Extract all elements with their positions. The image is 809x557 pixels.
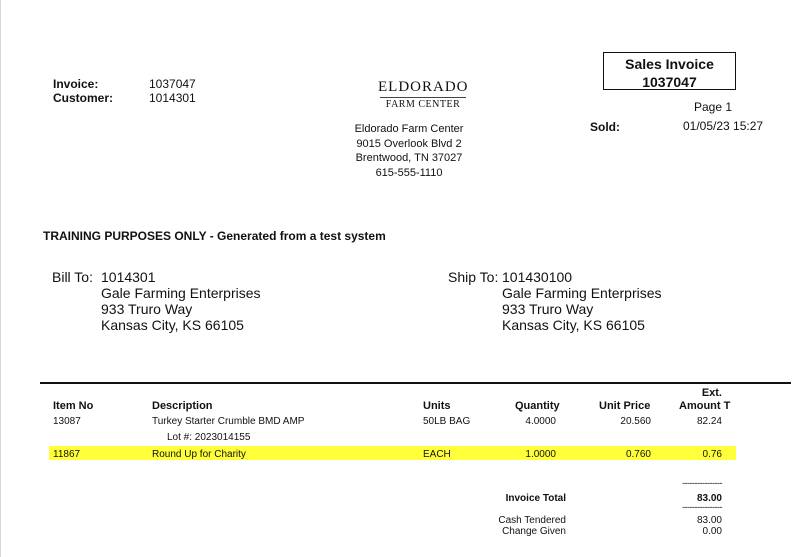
invoice-box-title: Sales Invoice	[625, 56, 714, 72]
row1-quantity: 4.0000	[525, 416, 556, 427]
store-name: Eldorado Farm Center	[354, 123, 464, 135]
change-given-value: 0.00	[702, 526, 722, 537]
cash-tendered-value: 83.00	[696, 515, 722, 526]
company-logo	[378, 79, 468, 110]
training-notice	[43, 229, 386, 243]
cash-tendered-label: Cash Tendered	[498, 515, 566, 526]
bill-to-street: 933 Truro Way	[101, 301, 193, 317]
bill-to-name: Gale Farming Enterprises	[101, 285, 261, 301]
row1-description: Turkey Starter Crumble BMD AMP	[152, 416, 305, 427]
table-top-rule	[40, 382, 791, 384]
store-address2: Brentwood, TN 37027	[355, 152, 463, 164]
row1-units: 50LB BAG	[423, 416, 471, 427]
header-quantity: Quantity	[515, 400, 560, 412]
bill-to-id: 1014301	[101, 269, 156, 285]
sold-datetime: 01/05/23 15:27	[683, 119, 764, 133]
ship-to-id: 101430100	[502, 269, 573, 285]
row2-description: Round Up for Charity	[152, 449, 246, 460]
training-notice-bold: TRAINING PURPOSES ONLY	[43, 229, 207, 243]
header-amount: Amount T	[679, 400, 731, 412]
logo-name: ELDORADO	[378, 79, 469, 95]
row1-unit-price: 20.560	[620, 416, 651, 427]
change-given-label: Change Given	[502, 526, 566, 537]
ship-to-label: Ship To:	[448, 269, 499, 285]
row2-amount: 0.76	[702, 449, 722, 460]
row1-item-no: 13087	[53, 416, 81, 427]
ship-to-city: Kansas City, KS 66105	[502, 317, 645, 333]
header-unit-price: Unit Price	[599, 400, 651, 412]
sales-invoice-box	[603, 52, 736, 90]
invoice-box-number: 1037047	[642, 74, 697, 90]
bill-to-city: Kansas City, KS 66105	[101, 317, 244, 333]
customer-label: Customer:	[53, 91, 114, 105]
ship-to-name: Gale Farming Enterprises	[502, 285, 662, 301]
totals-dashes-top: ----------------	[682, 478, 722, 488]
page-number: Page 1	[694, 100, 733, 114]
row2-item-no: 11867	[53, 449, 81, 460]
logo-sub: FARM CENTER	[385, 99, 461, 110]
sold-label: Sold:	[590, 120, 620, 134]
training-notice-rest: - Generated from a test system	[206, 229, 386, 243]
invoice-total-label: Invoice Total	[505, 493, 566, 504]
store-address1: 9015 Overlook Blvd 2	[356, 137, 462, 150]
bill-to-label: Bill To:	[52, 269, 93, 285]
invoice-value: 1037047	[149, 77, 196, 91]
ship-to-street: 933 Truro Way	[502, 301, 594, 317]
header-units: Units	[423, 400, 451, 412]
header-description: Description	[152, 400, 213, 412]
invoice-total-value: 83.00	[696, 493, 722, 504]
row1-lot: Lot #: 2023014155	[167, 432, 251, 443]
row2-units: EACH	[423, 449, 451, 460]
header-item-no: Item No	[53, 400, 94, 412]
invoice-label: Invoice:	[53, 77, 99, 91]
row2-quantity: 1.0000	[525, 449, 556, 460]
page-edge	[0, 0, 1, 557]
header-ext: Ext.	[701, 387, 722, 399]
row2-unit-price: 0.760	[625, 449, 651, 460]
logo-divider	[380, 97, 466, 98]
customer-value: 1014301	[149, 91, 196, 105]
row1-amount: 82.24	[696, 416, 722, 427]
store-phone: 615-555-1110	[375, 166, 443, 179]
store-address-block	[340, 122, 478, 180]
totals-dashes-bottom: ----------------	[682, 502, 722, 512]
